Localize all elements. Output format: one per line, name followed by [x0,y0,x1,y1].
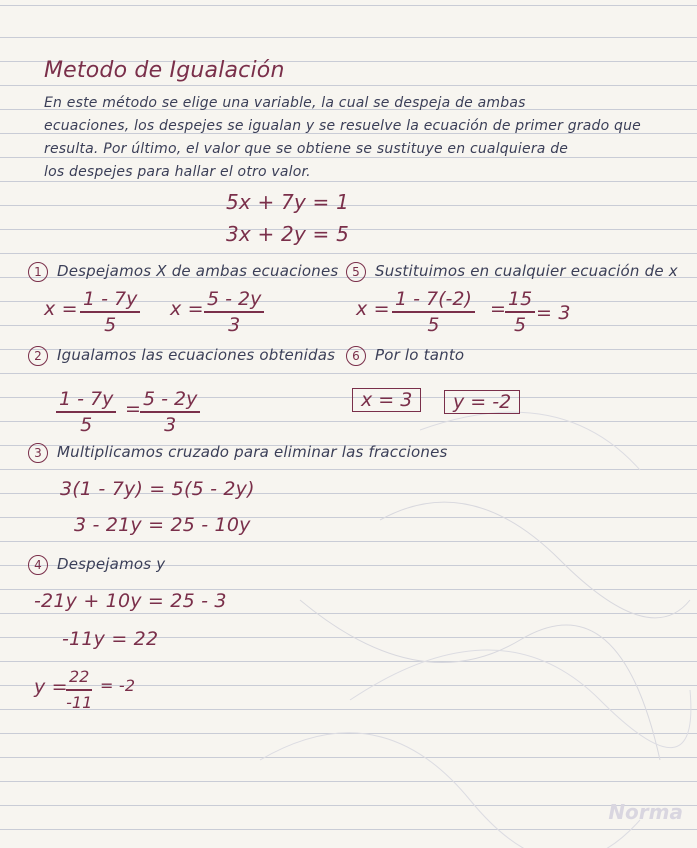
step-1-eq-a-lhs: x = [44,298,78,320]
step-2-right-denominator: 3 [164,414,177,436]
step-3-text: Multiplicamos cruzado para eliminar las fracciones [56,443,448,461]
step-6-text: Por lo tanto [374,346,465,364]
step-1-eq-a-fraction [80,288,140,337]
step-5-fraction-2 [505,288,535,337]
system-equation-2: 3x + 2y = 5 [226,222,349,246]
step-2-heading [28,346,335,366]
step-5-fraction-1 [392,288,475,337]
step-5-fraction-1-numerator: 1 - 7(-2) [392,288,475,313]
step-4-line-1: -21y + 10y = 25 - 3 [34,590,227,612]
step-6-heading [346,346,464,366]
step-1-eq-b-fraction [204,288,264,337]
step-1-heading [28,262,338,282]
step-5-heading [346,262,678,282]
step-2-right-fraction [140,388,200,437]
intro-line-2: ecuaciones, los despejes se igualan y se resuelve la ecuación de primer grado que [44,118,641,134]
step-4-final-numerator: 22 [66,666,92,691]
intro-line-4: los despejes para hallar el otro valor. [44,164,311,180]
answer-x-box: x = 3 [352,388,421,412]
step-2-left-fraction [56,388,116,437]
step-3-line-2: 3 - 21y = 25 - 10y [74,514,251,536]
step-2-equals: = [125,398,142,420]
step-2-right-numerator: 5 - 2y [140,388,200,413]
step-1-number: 1 [28,262,48,282]
norma-watermark: Norma [608,800,683,824]
step-6-number: 6 [346,346,366,366]
step-2-left-numerator: 1 - 7y [56,388,116,413]
step-1-eq-a-denominator: 5 [104,314,117,336]
step-1-eq-b-numerator: 5 - 2y [204,288,264,313]
step-5-number: 5 [346,262,366,282]
step-4-number: 4 [28,555,48,575]
step-4-text: Despejamos y [56,555,166,573]
step-1-text: Despejamos X de ambas ecuaciones [56,262,339,280]
intro-line-3: resulta. Por último, el valor que se obtiene se sustituye en cualquiera de [44,141,569,157]
step-2-number: 2 [28,346,48,366]
intro-line-1: En este método se elige una variable, la cual se despeja de ambas [44,95,526,111]
step-3-number: 3 [28,443,48,463]
step-5-equals: = [490,298,507,320]
step-5-result: = 3 [536,302,571,324]
step-4-final-fraction [66,666,92,715]
step-1-eq-a-numerator: 1 - 7y [80,288,140,313]
step-5-fraction-1-denominator: 5 [427,314,440,336]
step-3-line-1: 3(1 - 7y) = 5(5 - 2y) [60,478,255,500]
step-5-fraction-2-numerator: 15 [505,288,535,313]
step-4-final-denominator: -11 [66,693,93,712]
step-1-eq-b-denominator: 3 [228,314,241,336]
step-5-fraction-2-denominator: 5 [514,314,527,336]
step-2-text: Igualamos las ecuaciones obtenidas [56,346,336,364]
step-4-heading [28,555,165,575]
step-4-final-lhs: y = [34,676,68,698]
page-title: Metodo de Igualación [44,58,285,83]
answer-y-box: y = -2 [444,390,520,414]
system-equation-1: 5x + 7y = 1 [226,190,349,214]
step-2-left-denominator: 5 [80,414,93,436]
step-4-final-result: = -2 [100,676,136,695]
step-1-eq-b-lhs: x = [170,298,204,320]
step-3-heading [28,443,448,463]
step-4-line-2: -11y = 22 [62,628,159,650]
step-5-text: Sustituimos en cualquier ecuación de x [374,262,678,280]
step-5-lhs: x = [356,298,390,320]
